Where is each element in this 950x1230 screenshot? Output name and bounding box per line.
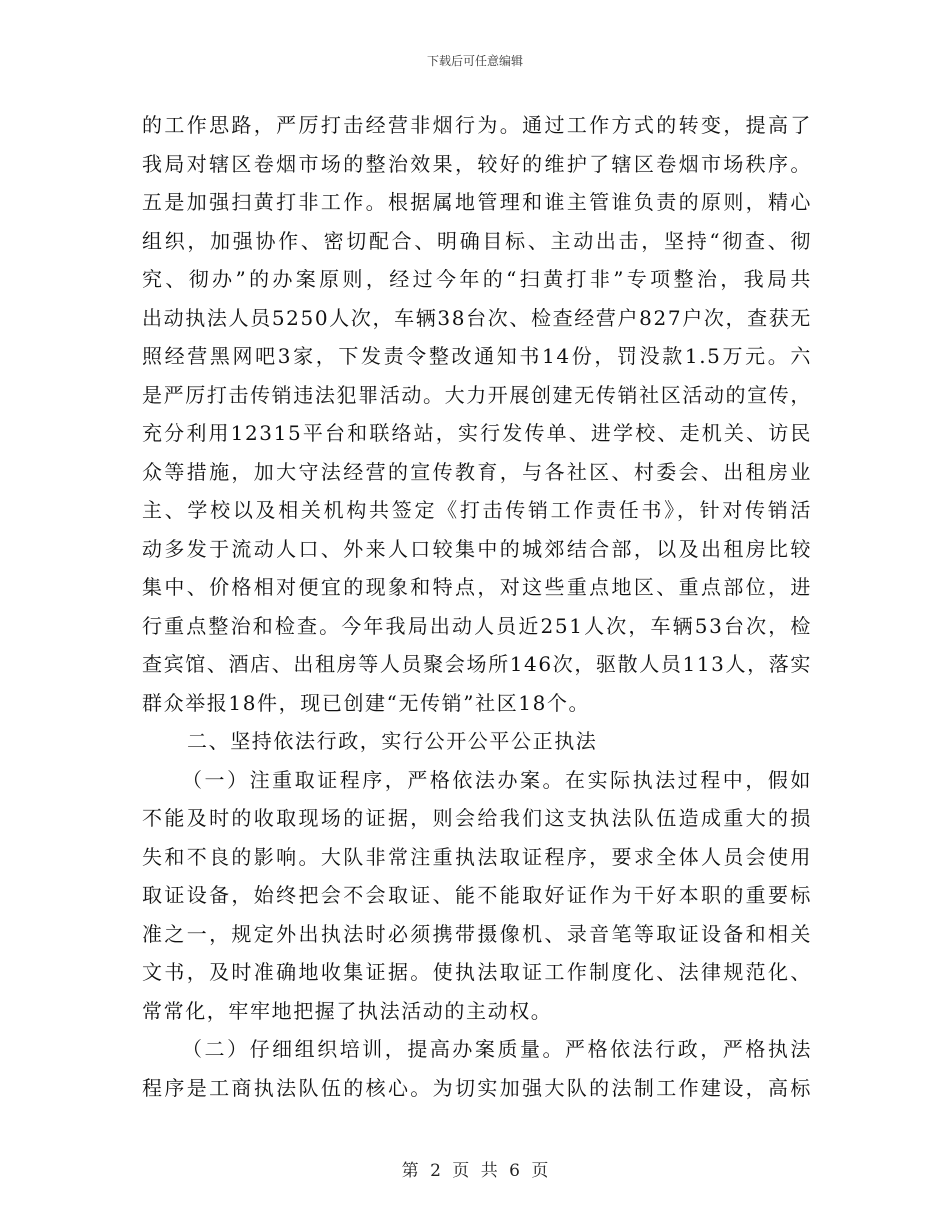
- text-line: 主、学校以及相关机构共签定《打击传销工作责任书》，针对传销活: [142, 498, 812, 522]
- document-body: [142, 106, 812, 1107]
- text-line: 充分利用12315平台和联络站，实行发传单、进学校、走机关、访民: [142, 421, 812, 445]
- text-line: 众等措施，加大守法经营的宣传教育，与各社区、村委会、出租房业: [142, 459, 812, 484]
- text-line: 程序是工商执法队伍的核心。为切实加强大队的法制工作建设，高标: [142, 1075, 812, 1100]
- text-line: 究、彻办”的办案原则，经过今年的“扫黄打非”专项整治，我局共: [142, 267, 812, 291]
- text-line: 我局对辖区卷烟市场的整治效果，较好的维护了辖区卷烟市场秩序。: [142, 151, 812, 176]
- text-line: 不能及时的收取现场的证据，则会给我们这支执法队伍造成重大的损: [142, 806, 812, 830]
- text-line: 动多发于流动人口、外来人口较集中的城郊结合部，以及出租房比较: [142, 536, 812, 561]
- text-line: 取证设备，始终把会不会取证、能不能取好证作为干好本职的重要标: [142, 883, 812, 907]
- text-line: 群众举报18件，现已创建“无传销”社区18个。: [142, 690, 591, 715]
- text-line: 准之一，规定外出执法时必须携带摄像机、录音笔等取证设备和相关: [142, 921, 812, 946]
- text-line: 集中、价格相对便宜的现象和特点，对这些重点地区、重点部位，进: [142, 575, 812, 599]
- text-line: （一）注重取证程序，严格依法办案。在实际执法过程中，假如: [182, 767, 812, 792]
- text-line: 行重点整治和检查。今年我局出动人员近251人次，车辆53台次，检: [142, 613, 812, 638]
- text-line: （二）仔细组织培训，提高办案质量。严格依法行政，严格执法: [182, 1037, 812, 1061]
- text-line: 的工作思路，严厉打击经营非烟行为。通过工作方式的转变，提高了: [142, 113, 812, 137]
- text-line: 照经营黑网吧3家，下发责令整改通知书14份，罚没款1.5万元。六: [142, 344, 812, 368]
- text-line: 查宾馆、酒店、出租房等人员聚会场所146次，驱散人员113人，落实: [142, 652, 812, 676]
- text-line: 失和不良的影响。大队非常注重执法取证程序，要求全体人员会使用: [142, 844, 812, 869]
- text-line: 出动执法人员5250人次，车辆38台次、检查经营户827户次，查获无: [142, 305, 812, 330]
- page-header-note: 下载后可任意编辑: [426, 54, 523, 68]
- text-line: 组织，加强协作、密切配合、明确目标、主动出击，坚持“彻查、彻: [142, 228, 812, 253]
- page-number: 第 2 页 共 6 页: [401, 1161, 549, 1181]
- text-line: 常常化，牢牢地把握了执法活动的主动权。: [142, 998, 553, 1023]
- text-line: 是严厉打击传销违法犯罪活动。大力开展创建无传销社区活动的宣传，: [142, 382, 812, 407]
- section-heading: 二、坚持依法行政，实行公开公平公正执法: [187, 729, 598, 753]
- text-line: 文书，及时准确地收集证据。使执法取证工作制度化、法律规范化、: [142, 960, 812, 984]
- text-line: 五是加强扫黄打非工作。根据属地管理和谁主管谁负责的原则，精心: [142, 190, 812, 214]
